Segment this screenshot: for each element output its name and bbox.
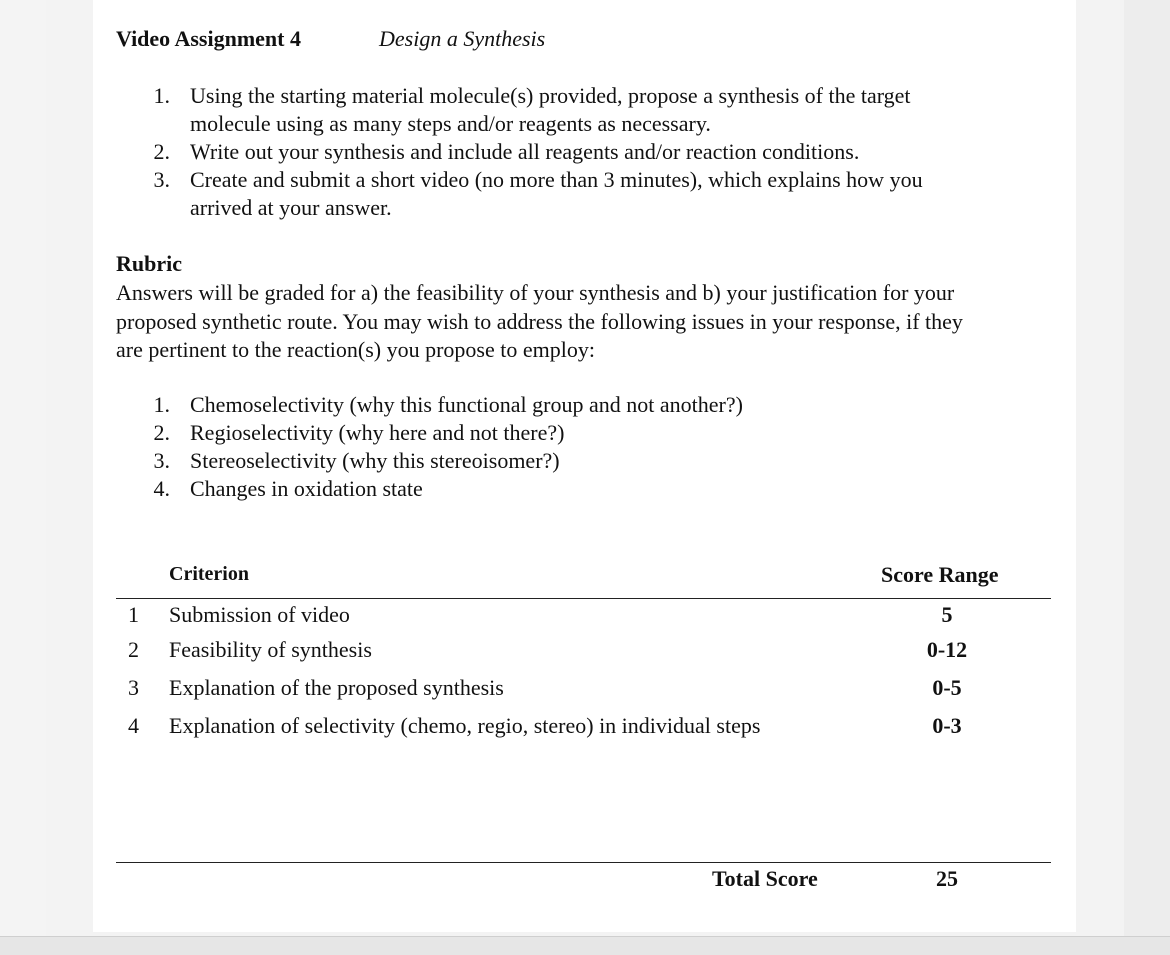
instruction-text: arrived at your answer. [190,195,392,220]
row-score: 0-3 [932,713,962,738]
total-score-label: Total Score [712,866,818,891]
row-score: 0-5 [932,675,962,700]
score-range-header: Score Range [881,562,999,587]
assignment-title: Video Assignment 4 [116,26,301,51]
table-total-rule [116,862,1051,863]
rubric-paragraph-line: Answers will be graded for a) the feasibility of your synthesis and b) your justification for your [116,280,955,305]
row-criterion: Feasibility of synthesis [169,637,372,662]
instruction-text: Write out your synthesis and include all reagents and/or reaction conditions. [190,139,860,164]
instruction-number: 3. [153,167,170,192]
criterion-header: Criterion [169,563,249,585]
issue-number: 2. [153,420,170,445]
issue-text: Stereoselectivity (why this stereoisomer?) [190,448,560,473]
issue-number: 1. [153,392,170,417]
issue-text: Regioselectivity (why here and not there?) [190,420,565,445]
row-number: 3 [128,675,139,700]
issue-number: 3. [153,448,170,473]
row-score: 5 [941,602,953,627]
row-number: 2 [128,637,139,662]
assignment-subtitle: Design a Synthesis [379,26,546,51]
issue-text: Chemoselectivity (why this functional group and not another?) [190,392,743,417]
rubric-heading: Rubric [116,251,182,276]
row-score: 0-12 [926,637,968,662]
instruction-text: molecule using as many steps and/or reagents as necessary. [190,111,711,136]
instruction-text: Create and submit a short video (no more than 3 minutes), which explains how you [190,167,923,192]
viewer-right-gutter [1124,0,1170,940]
horizontal-scrollbar[interactable] [0,936,1170,955]
instruction-number: 1. [153,83,170,108]
viewer-left-gutter [0,0,46,940]
row-criterion: Submission of video [169,602,350,627]
row-criterion: Explanation of selectivity (chemo, regio, stereo) in individual steps [169,713,761,738]
row-criterion: Explanation of the proposed synthesis [169,675,504,700]
rubric-paragraph-line: proposed synthetic route. You may wish to address the following issues in your response, if they [116,309,963,334]
instruction-text: Using the starting material molecule(s) provided, propose a synthesis of the target [190,83,911,108]
row-number: 4 [128,713,139,738]
issue-text: Changes in oxidation state [190,476,423,501]
total-score-value: 25 [936,866,958,891]
rubric-paragraph-line: are pertinent to the reaction(s) you propose to employ: [116,337,595,362]
table-header-rule [116,598,1051,599]
issue-number: 4. [153,476,170,501]
instruction-number: 2. [153,139,170,164]
row-number: 1 [128,602,139,627]
